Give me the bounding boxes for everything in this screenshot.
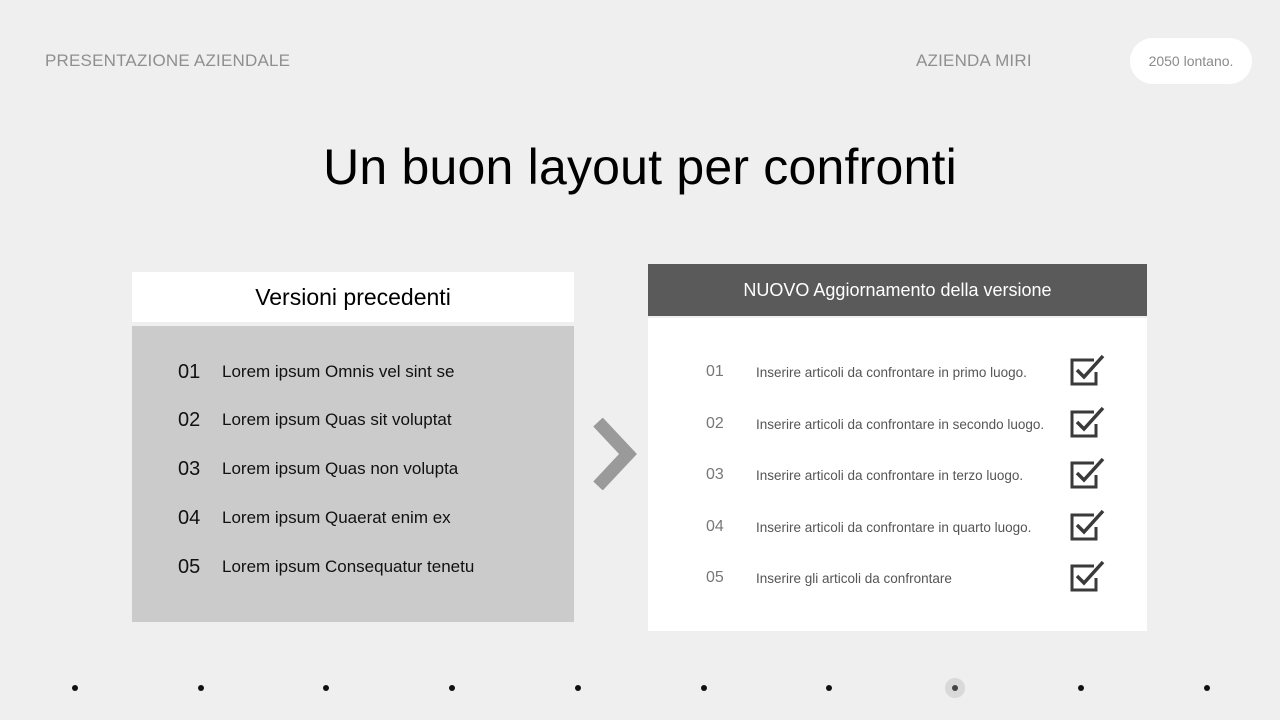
list-item xyxy=(178,406,452,434)
list-item xyxy=(178,504,451,532)
pagination-dot[interactable] xyxy=(575,685,581,691)
item-number: 04 xyxy=(706,518,724,535)
new-version-heading: NUOVO Aggiornamento della versione xyxy=(648,264,1147,316)
company-name: AZIENDA MIRI xyxy=(916,51,1032,70)
item-text: Lorem ipsum Quaerat enim ex xyxy=(222,508,451,527)
checkbox-checked-icon xyxy=(1068,406,1106,440)
pagination-dot[interactable] xyxy=(1204,685,1210,691)
list-item xyxy=(706,354,1116,390)
previous-versions-heading: Versioni precedenti xyxy=(132,272,574,322)
list-item xyxy=(178,358,454,386)
item-text: Inserire articoli da confrontare in quarto luogo. xyxy=(756,519,1032,535)
item-number: 01 xyxy=(178,360,201,383)
item-number: 03 xyxy=(178,457,201,480)
checkbox-checked-icon xyxy=(1068,560,1106,594)
item-text: Inserire articoli da confrontare in secondo luogo. xyxy=(756,416,1045,432)
item-text: Lorem ipsum Quas sit voluptat xyxy=(222,410,452,429)
presentation-label: PRESENTAZIONE AZIENDALE xyxy=(45,51,291,70)
list-item xyxy=(706,406,1116,442)
list-item xyxy=(706,509,1116,545)
pagination-dot[interactable] xyxy=(72,685,78,691)
checkbox-checked-icon xyxy=(1068,509,1106,543)
item-number: 02 xyxy=(178,408,201,431)
previous-versions-card xyxy=(132,272,574,622)
year-pill xyxy=(1130,38,1252,84)
checkbox-checked-icon xyxy=(1068,457,1106,491)
item-text: Lorem ipsum Consequatur tenetu xyxy=(222,557,475,576)
item-number: 01 xyxy=(706,363,724,380)
item-text: Inserire articoli da confrontare in primo luogo. xyxy=(756,364,1027,380)
pagination-dot[interactable] xyxy=(198,685,204,691)
list-item xyxy=(706,560,1116,596)
chevron-right-icon xyxy=(588,418,640,490)
year-pill-text: 2050 lontano. xyxy=(1148,53,1234,69)
list-item xyxy=(178,553,474,581)
pagination-dot[interactable] xyxy=(1078,685,1084,691)
item-text: Inserire articoli da confrontare in terzo luogo. xyxy=(756,467,1024,483)
pagination-dot-active[interactable] xyxy=(945,678,965,698)
item-text: Inserire gli articoli da confrontare xyxy=(756,570,952,586)
list-item xyxy=(706,457,1116,493)
pagination-dot[interactable] xyxy=(826,685,832,691)
item-text: Lorem ipsum Quas non volupta xyxy=(222,459,459,478)
item-number: 03 xyxy=(706,466,724,483)
pagination-dot[interactable] xyxy=(701,685,707,691)
item-number: 05 xyxy=(706,569,724,586)
item-number: 04 xyxy=(178,506,201,529)
pagination-dot[interactable] xyxy=(323,685,329,691)
pagination-dot[interactable] xyxy=(449,685,455,691)
item-number: 05 xyxy=(178,555,201,578)
item-text: Lorem ipsum Omnis vel sint se xyxy=(222,362,455,381)
checkbox-checked-icon xyxy=(1068,354,1106,388)
list-item xyxy=(178,455,458,483)
item-number: 02 xyxy=(706,415,724,432)
new-version-card xyxy=(648,264,1147,631)
slide-title: Un buon layout per confronti xyxy=(323,139,957,195)
